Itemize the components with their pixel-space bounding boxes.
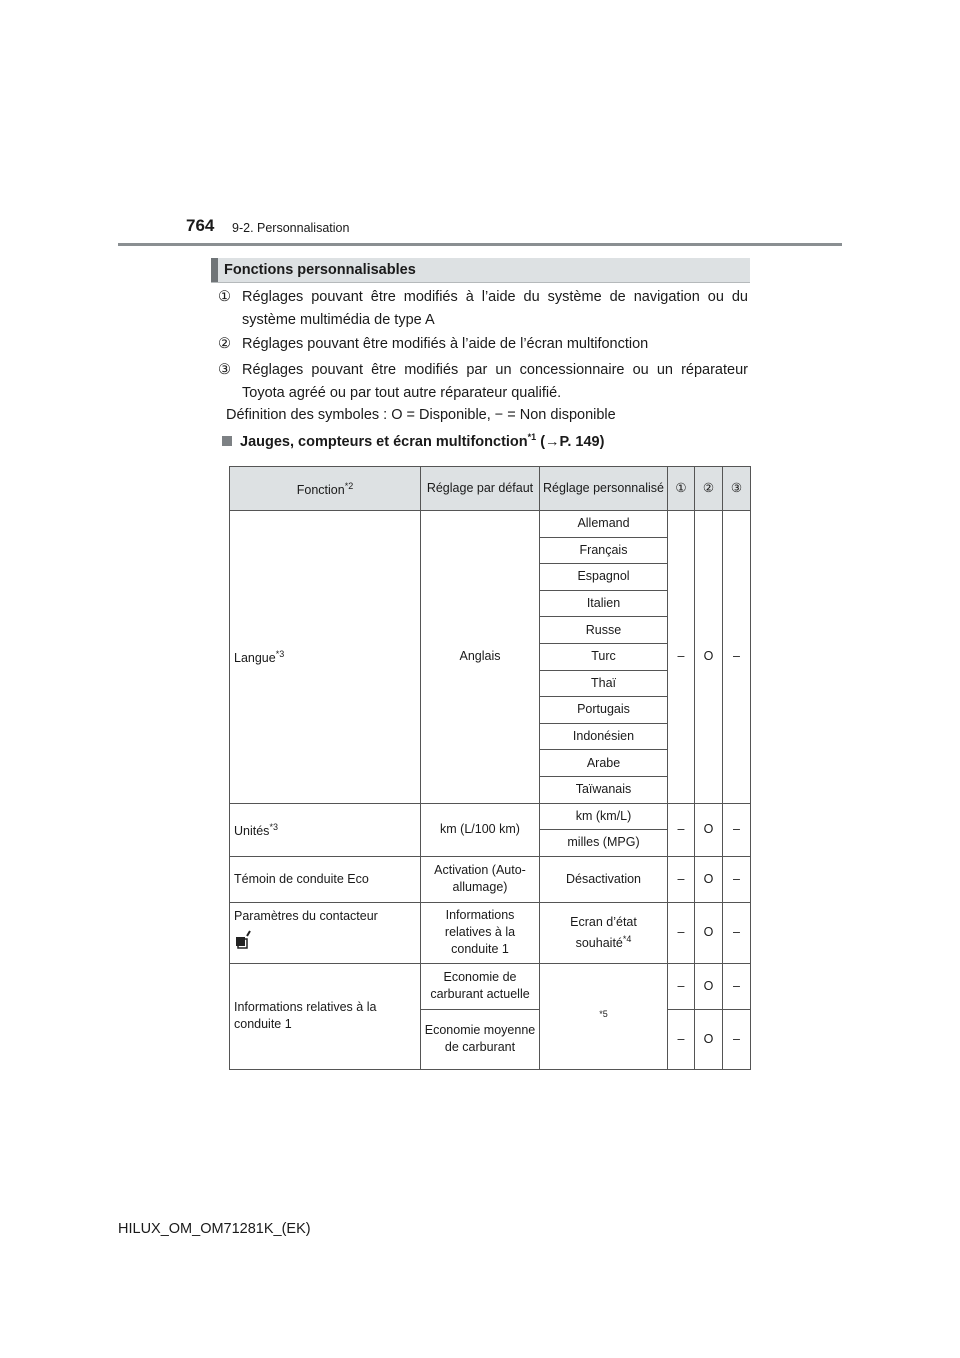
cell-col1: – [668,963,695,1009]
footnote-ref: *1 [527,432,537,442]
header-custom: Réglage personnalisé [540,467,668,511]
settings-table [229,466,751,1070]
cell-col2: O [695,963,723,1009]
cell-col2: O [695,902,723,963]
page-reference[interactable]: (→P. 149) [540,433,605,450]
cell-col3: – [723,963,751,1009]
legend-text: Réglages pouvant être modifiés à l’aide de l’écran multifonction [242,336,649,352]
cell-option: Espagnol [540,564,668,591]
cell-col3: – [723,511,751,804]
cell-function: Informations relatives à la conduite 1 [230,963,421,1069]
legend-item-3 [218,359,748,405]
cell-option: Indonésien [540,723,668,750]
cell-custom: Ecran d’état souhaité$^{*4}$ [540,902,668,963]
cell-col1: – [668,856,695,902]
cell-option: km (km/L) [540,803,668,830]
cell-col1: – [668,803,695,856]
cell-col3: – [723,803,751,856]
cell-option: Taïwanais [540,776,668,803]
square-bullet-icon [222,436,232,446]
cell-function: Unités$^{*3}$ [230,803,421,856]
cell-custom: *5 [540,963,668,1069]
cell-col2: O [695,803,723,856]
cell-custom: Désactivation [540,856,668,902]
header-col1: ① [668,467,695,511]
cell-col2: O [695,856,723,902]
cell-function: Témoin de conduite Eco [230,856,421,902]
switch-settings-icon [234,929,252,949]
subsection-heading [222,432,604,450]
cell-col3: – [723,1009,751,1069]
section-title: 9-2. Personnalisation [232,221,350,235]
circled-number-2: ② [218,336,231,352]
legend-text: Réglages pouvant être modifiés par un concessionnaire ou un réparateur Toyota agréé ou par tout autre réparateur qualifié. [242,362,748,401]
cell-option: Arabe [540,750,668,777]
cell-default: Informations relatives à la conduite 1 [421,902,540,963]
circled-number-3: ③ [218,362,231,378]
circled-number-1: ① [218,289,231,305]
cell-col3: – [723,902,751,963]
cell-default: km (L/100 km) [421,803,540,856]
cell-col1: – [668,1009,695,1069]
cell-option: Italien [540,590,668,617]
cell-col1: – [668,902,695,963]
cell-default: Anglais [421,511,540,804]
header-default: Réglage par défaut [421,467,540,511]
cell-option: milles (MPG) [540,830,668,857]
legend-text: Réglages pouvant être modifiés à l’aide du système de navigation ou du système multimédia de type A [242,289,748,328]
cell-option: Turc [540,643,668,670]
cell-option: Portugais [540,697,668,724]
header-col3: ③ [723,467,751,511]
legend-item-1 [218,286,748,332]
cell-col1: – [668,511,695,804]
cell-col2: O [695,1009,723,1069]
legend-item-2 [218,333,748,356]
cell-option: Allemand [540,511,668,538]
cell-option: Français [540,537,668,564]
table-row-unites [230,803,751,830]
cell-option: Thaï [540,670,668,697]
header-fonction: Fonction$^{*2}$ [230,467,421,511]
header-divider [118,243,842,246]
page-number: 764 [186,216,215,235]
table-header-row [230,467,751,511]
cell-function: Paramètres du contacteur [230,902,421,963]
table-row-temoin [230,856,751,902]
heading-bar [211,258,750,283]
symbol-definition: Définition des symboles : O = Disponible, − = Non disponible [226,407,616,423]
cell-col2: O [695,511,723,804]
table-row-parametres [230,902,751,963]
cell-option: Russe [540,617,668,644]
footer-code: HILUX_OM_OM71281K_(EK) [118,1221,311,1237]
cell-default: Activation (Auto-allumage) [421,856,540,902]
cell-default: Economie de carburant actuelle [421,963,540,1009]
subsection-text: Jauges, compteurs et écran multifonction [240,433,528,450]
cell-default: Economie moyenne de carburant [421,1009,540,1069]
table-row-informations [230,963,751,1009]
table-row-langue [230,511,751,538]
cell-col3: – [723,856,751,902]
header-col2: ② [695,467,723,511]
cell-function: Langue$^{*3}$ [230,511,421,804]
heading-title: Fonctions personnalisables [224,262,416,278]
